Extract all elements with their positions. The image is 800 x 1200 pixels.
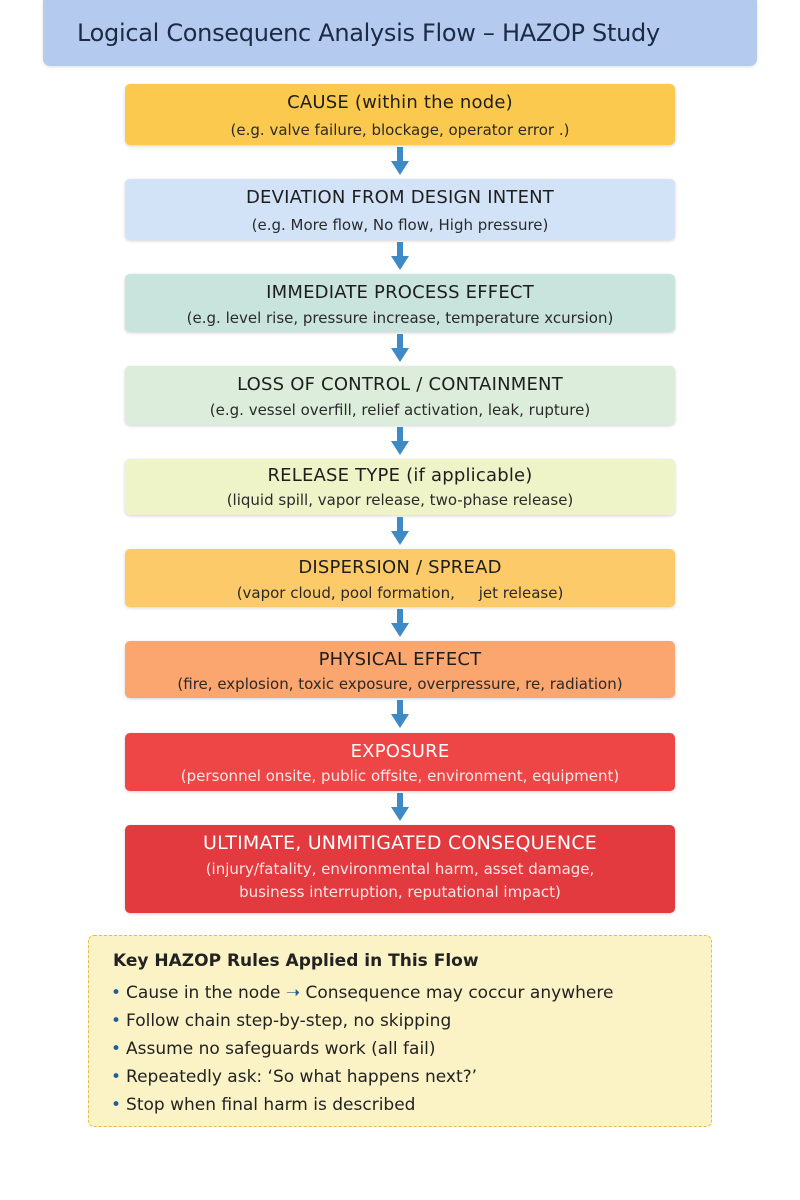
bullet-icon: • <box>111 1011 122 1031</box>
bullet-icon: • <box>111 1067 122 1087</box>
rule-item: • Assume no safeguards work (all fail) <box>111 1039 436 1059</box>
step-description: (e.g. level rise, pressure increase, temperature xcursion) <box>186 309 614 327</box>
step-title: LOSS OF CONTROL / CONTAINMENT <box>237 374 563 395</box>
step-title: DISPERSION / SPREAD <box>298 557 502 578</box>
rule-item: • Stop when final harm is described <box>111 1095 416 1115</box>
down-arrow-icon <box>390 147 410 177</box>
step-dispersion <box>125 549 675 607</box>
rule-item: • Repeatedly ask: ‘So what happens next?’ <box>111 1067 478 1087</box>
step-description: (personnel onsite, public offsite, environment, equipment) <box>180 767 620 785</box>
down-arrow-icon <box>390 334 410 364</box>
down-arrow-icon <box>390 609 410 639</box>
down-arrow-icon <box>390 242 410 272</box>
bullet-icon: • <box>111 1039 122 1059</box>
step-immediate-effect <box>125 274 675 332</box>
down-arrow-icon <box>390 517 410 547</box>
step-description: (vapor cloud, pool formation, jet release) <box>236 584 564 602</box>
step-description-line-2: business interruption, reputational impact) <box>239 883 561 901</box>
step-description: (fire, explosion, toxic exposure, overpressure, re, radiation) <box>177 675 623 693</box>
down-arrow-icon <box>390 427 410 457</box>
step-description: (e.g. More flow, No flow, High pressure) <box>251 216 549 234</box>
rules-title: Key HAZOP Rules Applied in This Flow <box>113 951 479 971</box>
down-arrow-icon <box>390 793 410 823</box>
step-description: (liquid spill, vapor release, two-phase release) <box>226 491 574 509</box>
step-title: PHYSICAL EFFECT <box>318 649 482 670</box>
step-title: DEVIATION FROM DESIGN INTENT <box>245 187 554 208</box>
rules-list <box>111 980 613 1120</box>
rule-item: • Follow chain step-by-step, no skipping <box>111 1011 452 1031</box>
page-title: Logical Consequenc Analysis Flow – HAZOP Study <box>77 19 660 47</box>
step-title: RELEASE TYPE (if applicable) <box>267 465 533 486</box>
bullet-icon: • <box>111 983 122 1003</box>
step-title: CAUSE (within the node) <box>287 92 513 113</box>
step-physical-effect <box>125 641 675 698</box>
step-cause <box>125 84 675 145</box>
step-title: EXPOSURE <box>350 741 450 762</box>
step-description: (e.g. vessel overfill, relief activation, leak, rupture) <box>209 401 591 419</box>
step-description: (injury/fatality, environmental harm, asset damage, <box>205 860 595 878</box>
step-title: IMMEDIATE PROCESS EFFECT <box>266 282 534 303</box>
bullet-icon: • <box>111 1095 122 1115</box>
rule-item: • Cause in the node ➝ Consequence may coccur anywhere <box>111 983 614 1003</box>
step-release-type <box>125 459 675 515</box>
step-title: ULTIMATE, UNMITIGATED CONSEQUENCE <box>203 832 597 854</box>
right-arrow-icon: ➝ <box>285 983 301 1003</box>
hazop-rules-box <box>88 935 712 1127</box>
down-arrow-icon <box>390 700 410 730</box>
step-exposure <box>125 733 675 791</box>
step-ultimate-consequence <box>125 825 675 913</box>
page-header <box>43 0 757 66</box>
step-description: (e.g. valve failure, blockage, operator error .) <box>230 121 570 139</box>
step-loss-of-control <box>125 366 675 425</box>
step-deviation <box>125 179 675 240</box>
